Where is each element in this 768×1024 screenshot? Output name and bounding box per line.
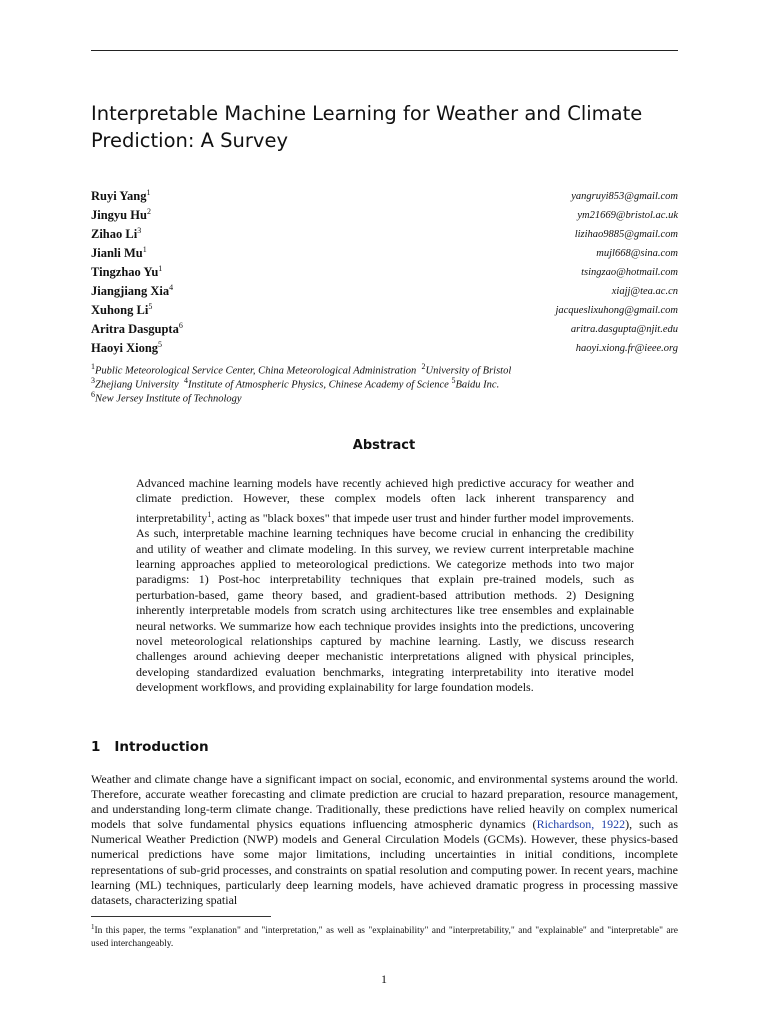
abstract-heading: Abstract (352, 438, 416, 453)
author-email[interactable]: mujl668@sina.com (596, 248, 678, 259)
abstract-body: Advanced machine learning models have recently achieved high predictive accuracy for weather and climate prediction. However, these complex models often lack inherent transparency and interpretability$^1$, acting as "black boxes" that impede user trust and hinder further model improvements. As such, interpretable machine learning techniques have become crucial in enhancing the credibility and utility of weather and climate modeling. In this survey, we review current interpretable machine learning approaches applied to meteorological predictions. We categorize methods into two major paradigms: 1) Post-hoc interpretability techniques that explain pre-trained models, such as perturbation-based, game theory based, and gradient-based attribution methods. 2) Designing inherently interpretable models from scratch using architectures like tree ensembles and explainable neural networks. We summarize how each technique provides insights into the predictions, uncovering novel meteorological relationships captured by machine learning. Lastly, we discuss research challenges around achieving deeper mechanistic interpretations aligned with physical principles, developing standardized evaluation benchmarks, integrating interpretability into iterative model development workflows, and providing explainability for large foundation models. (136, 476, 634, 695)
author-name: Aritra Dasgupta$^6$ (91, 321, 183, 337)
top-rule (91, 50, 678, 51)
affiliation-line-3: $^6$New Jersey Institute of Technology (91, 390, 242, 405)
author-name: Haoyi Xiong$^5$ (91, 340, 163, 356)
page-number: 1 (381, 972, 387, 986)
author-name: Xuhong Li$^5$ (91, 302, 153, 318)
author-email[interactable]: xiajj@tea.ac.cn (611, 286, 678, 297)
affiliation-line-1: $^1$Public Meteorological Service Center, China Meteorological Administration $^2$University of Bristol (91, 362, 512, 377)
section-heading: 1 Introduction (91, 739, 209, 755)
author-name: Jiangjiang Xia$^4$ (91, 283, 174, 299)
author-email[interactable]: ym21669@bristol.ac.uk (577, 210, 678, 221)
author-email[interactable]: tsingzao@hotmail.com (581, 267, 678, 278)
citation-link[interactable]: Richardson, 1922 (536, 817, 626, 832)
section-body: Weather and climate change have a significant impact on social, economic, and environmental systems around the world. Therefore, accurate weather forecasting and climate prediction are crucial to hazard preparation, resource management, and understanding long-term climate change. Traditionally, these predictions have relied heavily on complex numerical models that solve fundamental physics equations influencing atmospheric dynamics (Richardson, 1922), such as Numerical Weather Prediction (NWP) models and General Circulation Models (GCMs). However, these physics-based numerical predictions have some major limitations, including uncertainties in initial conditions, incomplete representations of sub-grid processes, and constraints on spatial resolution and computing power. In recent years, machine learning (ML) techniques, particularly deep learning models, have achieved dramatic progress in processing massive datasets, characterizing spatial (91, 772, 678, 907)
author-email[interactable]: aritra.dasgupta@njit.edu (570, 324, 678, 335)
author-email[interactable]: yangruyi853@gmail.com (571, 191, 678, 202)
author-name: Tingzhao Yu$^1$ (91, 264, 163, 280)
footnote-marker[interactable]: 1 (207, 509, 212, 519)
author-name: Zihao Li$^3$ (91, 226, 142, 242)
author-name: Jingyu Hu$^2$ (91, 207, 151, 223)
affiliation-line-2: $^3$Zhejiang University $^4$Institute of Atmospheric Physics, Chinese Academy of Science $^5$Baidu Inc. (91, 376, 500, 391)
author-email[interactable]: jacqueslixuhong@gmail.com (555, 305, 678, 316)
author-name: Jianli Mu$^1$ (91, 245, 147, 261)
footnote: $^1$In this paper, the terms "explanation" and "interpretation," as well as "explainability" and "interpretability," and "explainable" and "interpretable" are used interchangeably. (91, 923, 678, 949)
author-email[interactable]: haoyi.xiong.fr@ieee.org (575, 343, 678, 354)
author-name: Ruyi Yang$^1$ (91, 188, 151, 204)
author-email[interactable]: lizihao9885@gmail.com (574, 229, 678, 240)
paper-title: Interpretable Machine Learning for Weather and Climate Prediction: A Survey (91, 102, 643, 152)
footnote-rule (91, 916, 271, 917)
